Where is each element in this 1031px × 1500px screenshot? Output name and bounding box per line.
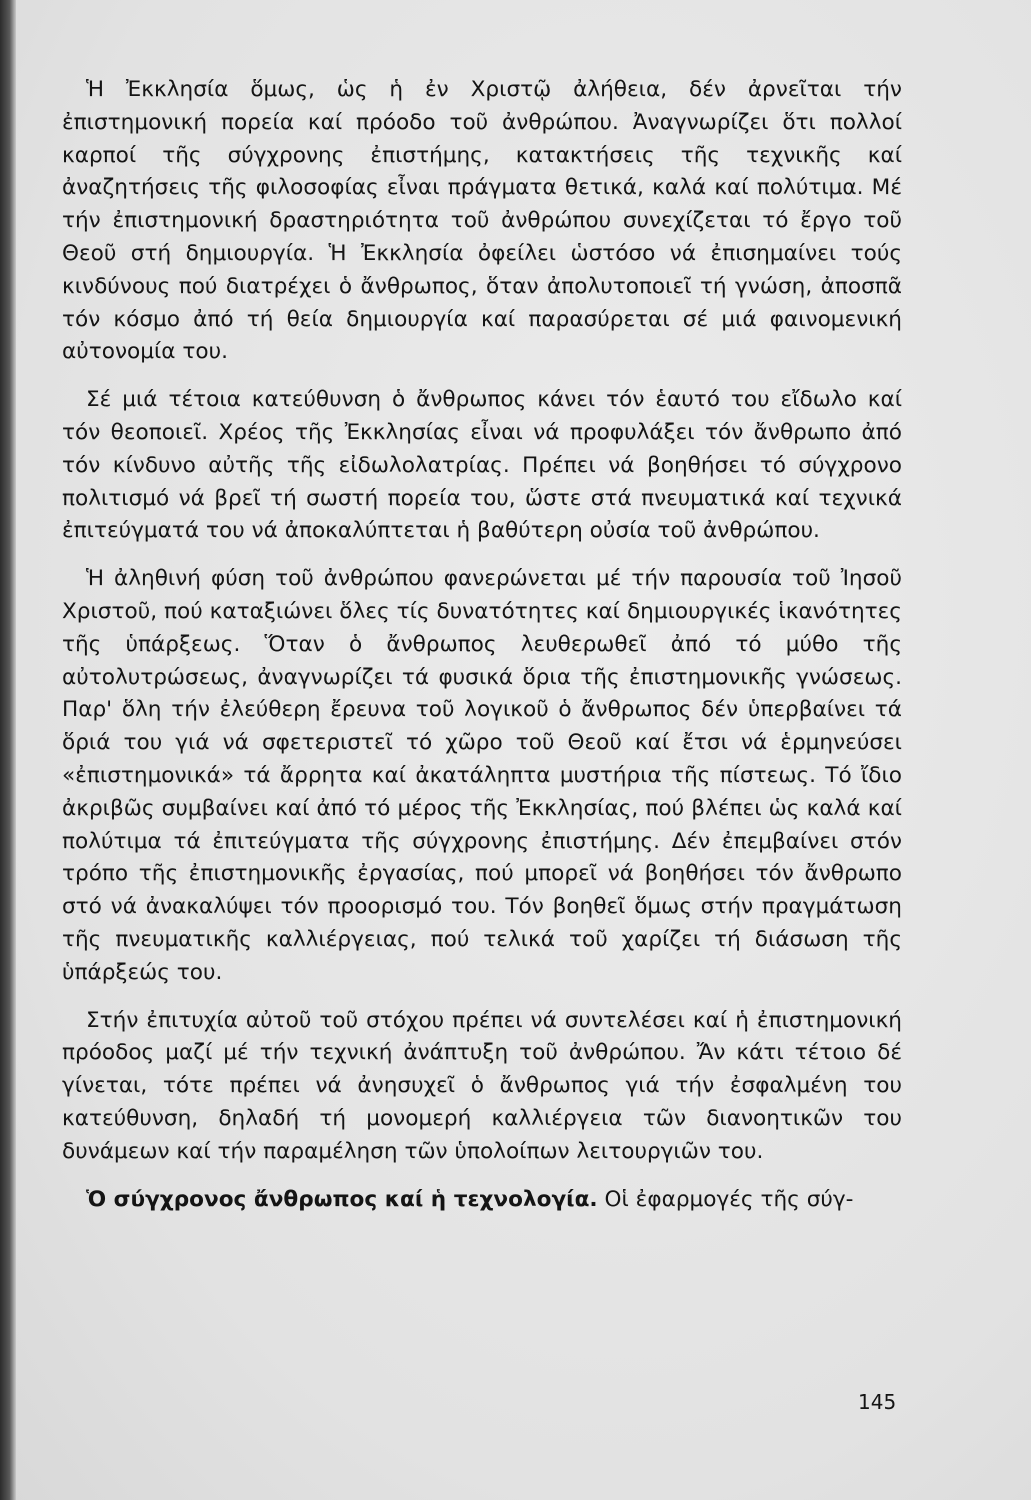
body-text: [62, 74, 902, 1216]
paragraph-5-text: Οἱ ἐφαρμογές τῆς σύγ-: [597, 1186, 854, 1212]
paragraph-5: [62, 1184, 902, 1217]
paragraph-3: Ἡ ἀληθινή φύση τοῦ ἀνθρώπου φανερώνεται μέ τήν παρουσία τοῦ Ἰησοῦ Χριστοῦ, πού καταξιώνει ὅλες τίς δυνατότητες καί δημιουργικές ἱκανότητες τῆς ὑπάρξεως. Ὅταν ὁ ἄνθρωπος λευθερωθεῖ ἀπό τό μύθο τῆς αὐτολυτρώσεως, ἀναγνωρίζει τά φυσικά ὅρια τῆς ἐπιστημονικῆς γνώσεως. Παρ' ὅλη τήν ἐλεύθερη ἔρευνα τοῦ λογικοῦ ὁ ἄνθρωπος δέν ὑπερβαίνει τά ὅριά του γιά νά σφετεριστεῖ τό χῶρο τοῦ Θεοῦ καί ἔτσι νά ἑρμηνεύσει «ἐπιστημονικά» τά ἄρρητα καί ἀκατάληπτα μυστήρια τῆς πίστεως. Τό ἴδιο ἀκριβῶς συμβαίνει καί ἀπό τό μέρος τῆς Ἐκκλησίας, πού βλέπει ὡς καλά καί πολύτιμα τά ἐπιτεύγματα τῆς σύγχρονης ἐπιστήμης. Δέν ἐπεμβαίνει στόν τρόπο τῆς ἐπιστημονικῆς ἐργασίας, πού μπορεῖ νά βοηθήσει τόν ἄνθρωπο στό νά ἀνακαλύψει τόν προορισμό του. Τόν βοηθεῖ ὅμως στήν πραγμάτωση τῆς πνευματικῆς καλλιέργειας, πού τελικά τοῦ χαρίζει τή διάσωση τῆς ὑπάρξεώς του.: [62, 566, 902, 985]
paragraph-2: Σέ μιά τέτοια κατεύθυνση ὁ ἄνθρωπος κάνει τόν ἑαυτό του εἴδωλο καί τόν θεοποιεῖ. Χρέος τῆς Ἐκκλησίας εἶναι νά προφυλάξει τόν ἄνθρωπο ἀπό τόν κίνδυνο αὐτῆς τῆς εἰδωλολατρίας. Πρέπει νά βοηθήσει τό σύγχρονο πολιτισμό νά βρεῖ τή σωστή πορεία του, ὥστε στά πνευματικά καί τεχνικά ἐπιτεύγματά του νά ἀποκαλύπτεται ἡ βαθύτερη οὐσία τοῦ ἀνθρώπου.: [62, 387, 902, 544]
paragraph-4: Στήν ἐπιτυχία αὐτοῦ τοῦ στόχου πρέπει νά συντελέσει καί ἡ ἐπιστημονική πρόοδος μαζί μέ τήν τεχνική ἀνάπτυξη τοῦ ἀνθρώπου. Ἄν κάτι τέτοιο δέ γίνεται, τότε πρέπει νά ἀνησυχεῖ ὁ ἄνθρωπος γιά τήν ἐσφαλμένη του κατεύθυνση, δηλαδή τή μονομερή καλλιέργεια τῶν διανοητικῶν του δυνάμεων καί τήν παραμέληση τῶν ὑπολοίπων λειτουργιῶν του.: [62, 1007, 902, 1164]
paragraph-1: Ἡ Ἐκκλησία ὅμως, ὡς ἡ ἐν Χριστῷ ἀλήθεια, δέν ἀρνεῖται τήν ἐπιστημονική πορεία καί πρόοδο τοῦ ἀνθρώπου. Ἀναγνωρίζει ὅτι πολλοί καρποί τῆς σύγχρονης ἐπιστήμης, κατακτήσεις τῆς τεχνικῆς καί ἀναζητήσεις τῆς φιλοσοφίας εἶναι πράγματα θετικά, καλά καί πολύτιμα. Μέ τήν ἐπιστημονική δραστηριότητα τοῦ ἀνθρώπου συνεχίζεται τό ἔργο τοῦ Θεοῦ στή δημιουργία. Ἡ Ἐκκλησία ὀφείλει ὡστόσο νά ἐπισημαίνει τούς κινδύνους πού διατρέχει ὁ ἄνθρωπος, ὅταν ἀπολυτοποιεῖ τή γνώση, ἀποσπᾶ τόν κόσμο ἀπό τή θεία δημιουργία καί παρασύρεται σέ μιά φαινομενική αὐτονομία του.: [62, 77, 902, 365]
section-heading: Ὁ σύγχρονος ἄνθρωπος καί ἡ τεχνολογία.: [86, 1186, 598, 1212]
page-number: 145: [858, 1390, 897, 1414]
page-binding-edge: [0, 0, 16, 1500]
